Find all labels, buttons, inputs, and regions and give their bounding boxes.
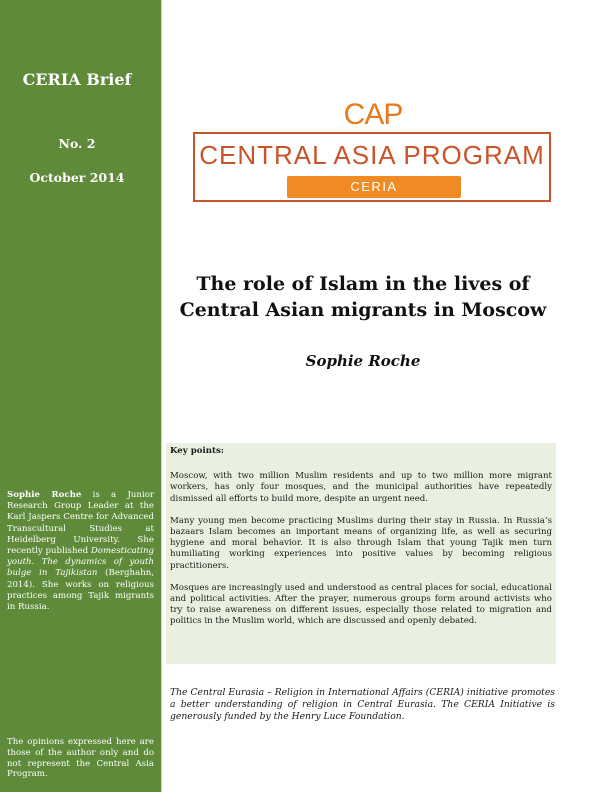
brief-series-title: CERIA Brief [22, 70, 132, 89]
author-name: Sophie Roche [305, 352, 421, 370]
cap-logo [193, 98, 553, 208]
brief-date: October 2014 [29, 170, 125, 185]
bio-book-title: Domesticating youth. The dynamics of youth bulge in Tajikistan [7, 546, 154, 579]
key-point-item: Moscow, with two million Muslim residents and up to two million more migrant workers, has only four mosques, and the municipal authorities have repeatedly dismissed all efforts to build more, despite an urgent need. [170, 471, 552, 504]
logo-ceria-bar: CERIA [287, 176, 461, 198]
bio-author-name: Sophie Roche [7, 490, 82, 500]
bio-text-end: (Berghahn, 2014). She works on religious practices among Tajik migrants in Russia. [7, 568, 154, 613]
author-bio [7, 490, 154, 613]
title-line-1: The role of Islam in the lives of [196, 273, 530, 295]
sidebar [0, 0, 162, 792]
key-point-item: Many young men become practicing Muslims during their stay in Russia. In Russia’s bazaars Islam becomes an important means of organizing life, as well as securing hygiene and moral behavior. It is also through Islam that young Tajik men turn humiliating working experiences into positive values by becoming religious practitioners. [170, 515, 552, 571]
logo-frame [193, 132, 551, 202]
logo-program-name: CENTRAL ASIA PROGRAM [199, 140, 545, 170]
disclaimer: The opinions expressed here are those of the author only and do not represent the Central Asia Program. [7, 737, 154, 780]
key-points-box [166, 443, 556, 664]
logo-cap-text: CAP [343, 98, 403, 131]
key-points-heading: Key points: [170, 446, 224, 456]
bio-text: is a Junior Research Group Leader at the Karl Jaspers Centre for Advanced Transcultural Studies at Heidelberg University. She recently published [7, 490, 154, 557]
key-point-item: Mosques are increasingly used and understood as central places for social, educational and political activities. After the prayer, numerous groups form around activists who try to raise awareness on different issues, especially those related to migration and politics in the Muslim world, which are discussed and openly debated. [170, 582, 552, 627]
brief-number: No. 2 [58, 136, 96, 151]
page-title [168, 271, 558, 323]
ceria-initiative-note: The Central Eurasia – Religion in International Affairs (CERIA) initiative promotes a better understanding of religion in Central Eurasia. The CERIA Initiative is generously funded by the Henry Luce Foundation. [170, 687, 555, 722]
title-line-2: Central Asian migrants in Moscow [179, 299, 547, 321]
